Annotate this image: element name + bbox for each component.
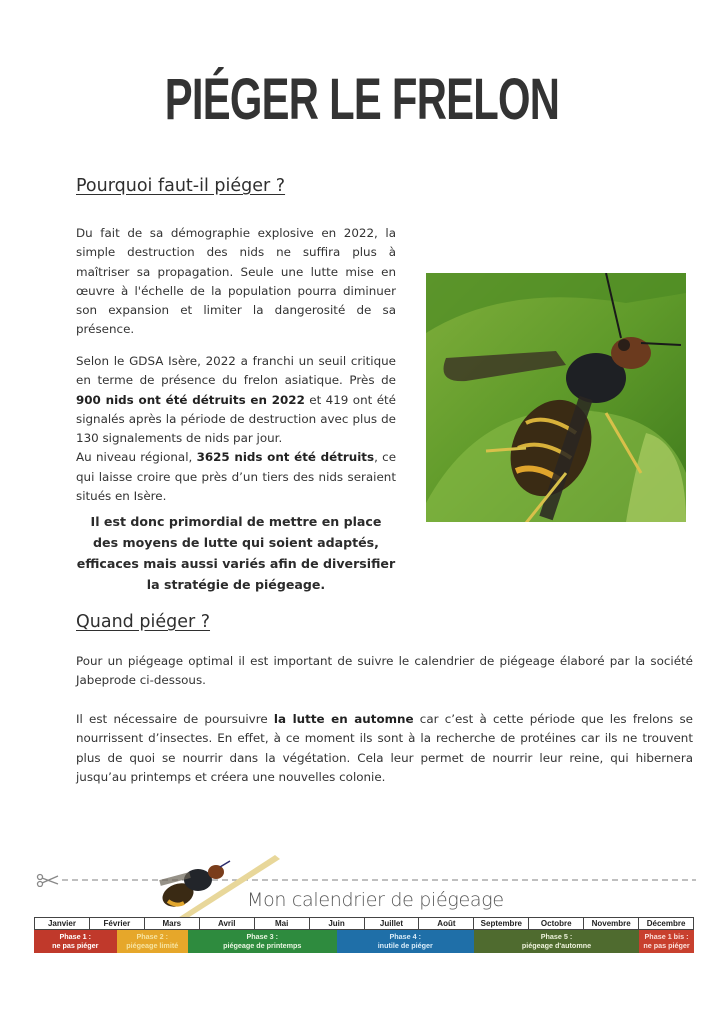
phase-block [337,930,475,953]
text: Il est nécessaire de poursuivre [76,712,274,726]
page-title: PIÉGER LE FRELON [164,67,560,132]
month-cell: Octobre [529,918,584,929]
month-cell: Juillet [365,918,420,929]
hornet-photo [426,273,686,522]
paragraph-statistics [76,352,396,506]
phase-block [474,930,639,953]
paragraph-demography: Du fait de sa démographie explosive en 2022, la simple destruction des nids ne suffira plus à maîtriser sa propagation. Seule une lutte mise en œuvre à l'échelle de la population pourra diminuer son expansion et limiter la dangerosité de sa présence. [76,226,396,337]
month-cell: Novembre [584,918,639,929]
cut-line [36,873,696,887]
month-cell: Septembre [474,918,529,929]
text: car c’est à cette période que les frelons se nourrissent d’insectes. En effet, à ce moment ils sont à la recherche de protéines car ils ne trouvent plus de quoi se nourrir dans la végétation. Cela leur permet de nourrir leur reine, qui hibernera jusqu’au printemps et créera une nouvelles colonie. [76,712,693,784]
text: Selon le GDSA Isère, 2022 a franchi un seuil critique en terme de présence du frelon asiatique. Près de [76,354,396,388]
calendar-phases-row [34,930,694,953]
calendar-months-row [34,917,694,930]
month-cell: Janvier [35,918,90,929]
phase-title: Phase 3 : [246,932,279,941]
phase-block [639,930,694,953]
text: Au niveau régional, [76,450,197,465]
phase-description: piégeage limité [126,940,179,950]
callout-text: Il est donc primordial de mettre en place des moyens de lutte qui soient adaptés, efficaces mais aussi variés afin de diversifier la stratégie de piégeage. [76,514,396,592]
phase-description: ne pas piéger [643,940,690,950]
phase-title: Phase 5 : [540,932,573,941]
bold-stat-regional: 3625 nids ont été détruits [196,450,375,465]
month-cell: Mars [145,918,200,929]
bold-autumn: la lutte en automne [273,712,414,726]
phase-title: Phase 4 : [389,932,422,941]
phase-title: Phase 1 : [59,932,92,941]
phase-description: inutile de piéger [377,940,433,950]
paragraph-calendar-intro: Pour un piégeage optimal il est important de suivre le calendrier de piégeage élaboré par la société Jabeprode ci-dessous. [76,654,693,688]
scissors-icon [38,875,59,887]
phase-block [117,930,189,953]
month-cell: Février [90,918,145,929]
month-cell: Décembre [646,919,686,928]
section-heading-when: Quand piéger ? [76,612,211,632]
text: et 419 ont été signalés après la période de destruction avec plus de 130 signalements de nids par jour. [76,392,396,446]
phase-title: Phase 1 bis : [644,932,689,941]
bold-stat-2022: 900 nids ont été détruits en 2022 [76,392,305,407]
phase-block [188,930,337,953]
calendar-title: Mon calendrier de piégeage [247,889,504,911]
phase-description: ne pas piéger [52,940,99,950]
section-heading-why: Pourquoi faut-il piéger ? [76,176,286,196]
month-cell: Août [419,918,474,929]
phase-description: piégeage d'automne [521,940,592,950]
phase-block [34,930,117,953]
phase-title: Phase 2 : [136,932,169,941]
month-cell: Avril [200,918,255,929]
phase-description: piégeage de printemps [223,940,302,950]
paragraph-autumn [76,710,693,787]
month-cell: Juin [310,918,365,929]
text: , ce qui laisse croire que près d’un tiers des nids seraient situés en Isère. [76,450,397,504]
month-cell: Mai [255,918,310,929]
